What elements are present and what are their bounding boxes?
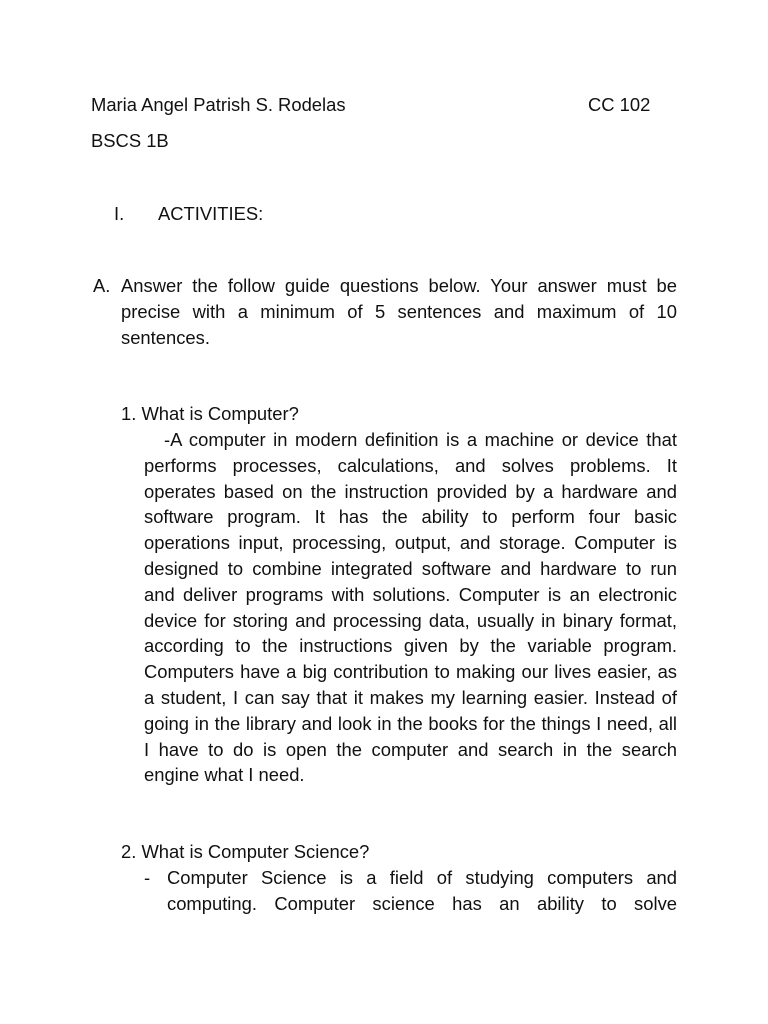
question-2: 2. What is Computer Science?	[121, 841, 370, 862]
section-label: BSCS 1B	[91, 130, 169, 151]
activities-heading: ACTIVITIES:	[158, 203, 264, 224]
student-name: Maria Angel Patrish S. Rodelas	[91, 94, 346, 115]
course-code: CC 102	[588, 94, 651, 115]
answer-1: -A computer in modern definition is a machine or device that performs processes, calculations, and solves problems. It operates based on the instruction provided by a hardware and software program. It has the ability to perform four basic operations input, processing, output, and storage. Computer is designed to combine integrated software and hardware to run and deliver programs with solutions. Computer is an electronic device for storing and processing data, usually in binary format, according to the instructions given by the variable program. Computers have a big contribution to making our lives easier, as a student, I can say that it makes my learning easier. Instead of going in the library and look in the books for the things I need, all I have to do is open the computer and search in the search engine what I need.	[144, 429, 677, 786]
instruction-text: Answer the follow guide questions below. Your answer must be precise with a minimum of 5 sentences and maximum of 10 sentences.	[121, 275, 677, 348]
question-1: 1. What is Computer?	[121, 403, 299, 424]
instruction-letter: A.	[93, 275, 111, 296]
answer-2-bullet: -	[144, 867, 151, 888]
answer-2: Computer Science is a field of studying computers and computing. Computer science has an ability to solve	[167, 867, 677, 914]
roman-numeral: I.	[114, 203, 125, 224]
